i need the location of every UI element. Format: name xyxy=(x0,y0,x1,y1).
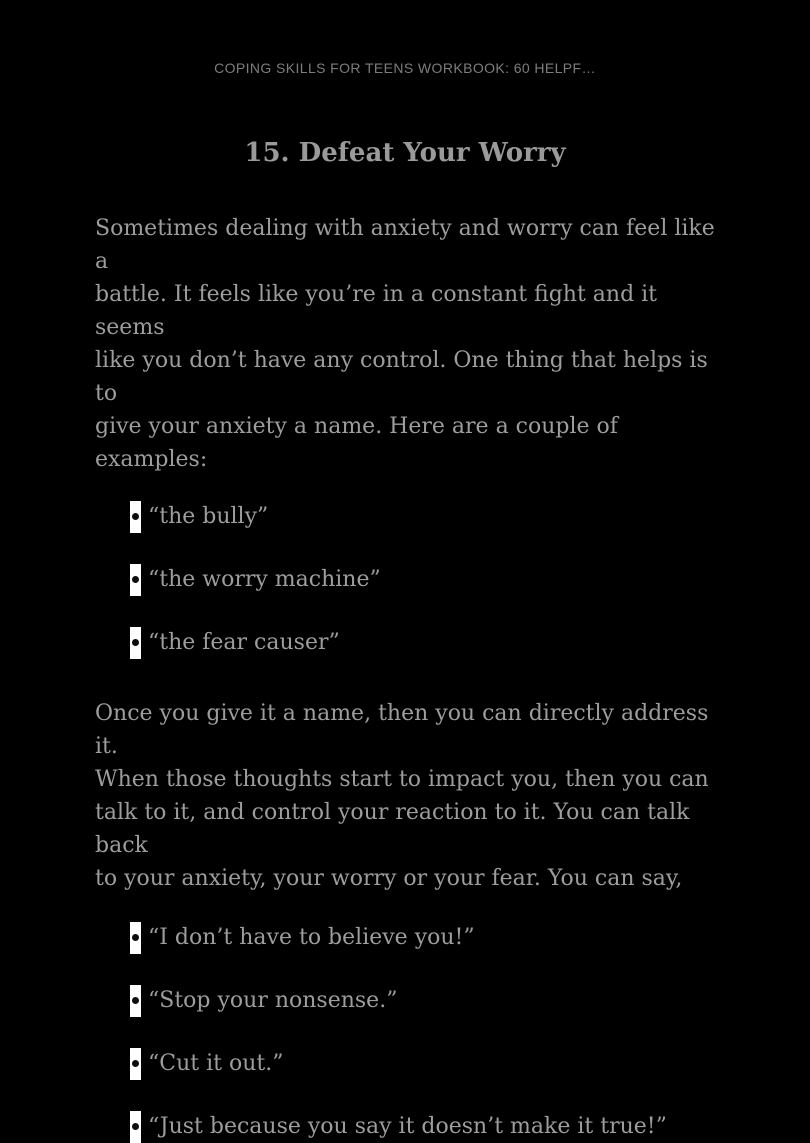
book-title-header: COPING SKILLS FOR TEENS WORKBOOK: 60 HELPF… xyxy=(214,60,596,76)
list-item xyxy=(130,626,715,659)
paragraph-line: talk to it, and control your reaction to it. You can talk back xyxy=(95,800,690,858)
bullet-dot-icon xyxy=(132,1060,139,1067)
anxiety-names-list xyxy=(95,500,715,659)
bullet-dot-icon xyxy=(132,639,139,646)
bullet-image-icon xyxy=(130,985,141,1017)
list-item xyxy=(130,1047,715,1080)
paragraph-1 xyxy=(95,212,715,476)
bullet-dot-icon xyxy=(132,1123,139,1130)
list-item-label: “the worry machine” xyxy=(148,567,381,592)
list-item xyxy=(130,921,715,954)
bullet-image-icon xyxy=(130,922,141,954)
paragraph-line: Sometimes dealing with anxiety and worry can feel like a xyxy=(95,216,715,274)
list-item xyxy=(130,1110,715,1143)
paragraph-line: Once you give it a name, then you can directly address it. xyxy=(95,701,709,759)
paragraph-line: battle. It feels like you’re in a constant fight and it seems xyxy=(95,282,658,340)
bullet-dot-icon xyxy=(132,513,139,520)
page-content xyxy=(95,135,715,1143)
chapter-title: 15. Defeat Your Worry xyxy=(244,138,566,168)
bullet-dot-icon xyxy=(132,997,139,1004)
bullet-image-icon xyxy=(130,501,141,533)
list-item-label: “Cut it out.” xyxy=(148,1051,284,1076)
bullet-image-icon xyxy=(130,1111,141,1143)
list-item-label: “Just because you say it doesn’t make it true!” xyxy=(148,1114,667,1139)
paragraph-line: to your anxiety, your worry or your fear. You can say, xyxy=(95,866,683,891)
bullet-image-icon xyxy=(130,1048,141,1080)
bullet-image-icon xyxy=(130,564,141,596)
list-item-label: “the bully” xyxy=(148,504,269,529)
paragraph-line: give your anxiety a name. Here are a couple of examples: xyxy=(95,414,618,472)
list-item xyxy=(130,500,715,533)
bullet-image-icon xyxy=(130,627,141,659)
paragraph-line: like you don’t have any control. One thing that helps is to xyxy=(95,348,708,406)
list-item-label: “Stop your nonsense.” xyxy=(148,988,398,1013)
paragraph-2 xyxy=(95,697,715,895)
bullet-dot-icon xyxy=(132,934,139,941)
list-item xyxy=(130,563,715,596)
list-item xyxy=(130,984,715,1017)
talk-back-phrases-list xyxy=(95,921,715,1143)
paragraph-line: When those thoughts start to impact you, then you can xyxy=(95,767,709,792)
bullet-dot-icon xyxy=(132,576,139,583)
reader-header xyxy=(0,0,810,77)
list-item-label: “the fear causer” xyxy=(148,630,340,655)
list-item-label: “I don’t have to believe you!” xyxy=(148,925,475,950)
